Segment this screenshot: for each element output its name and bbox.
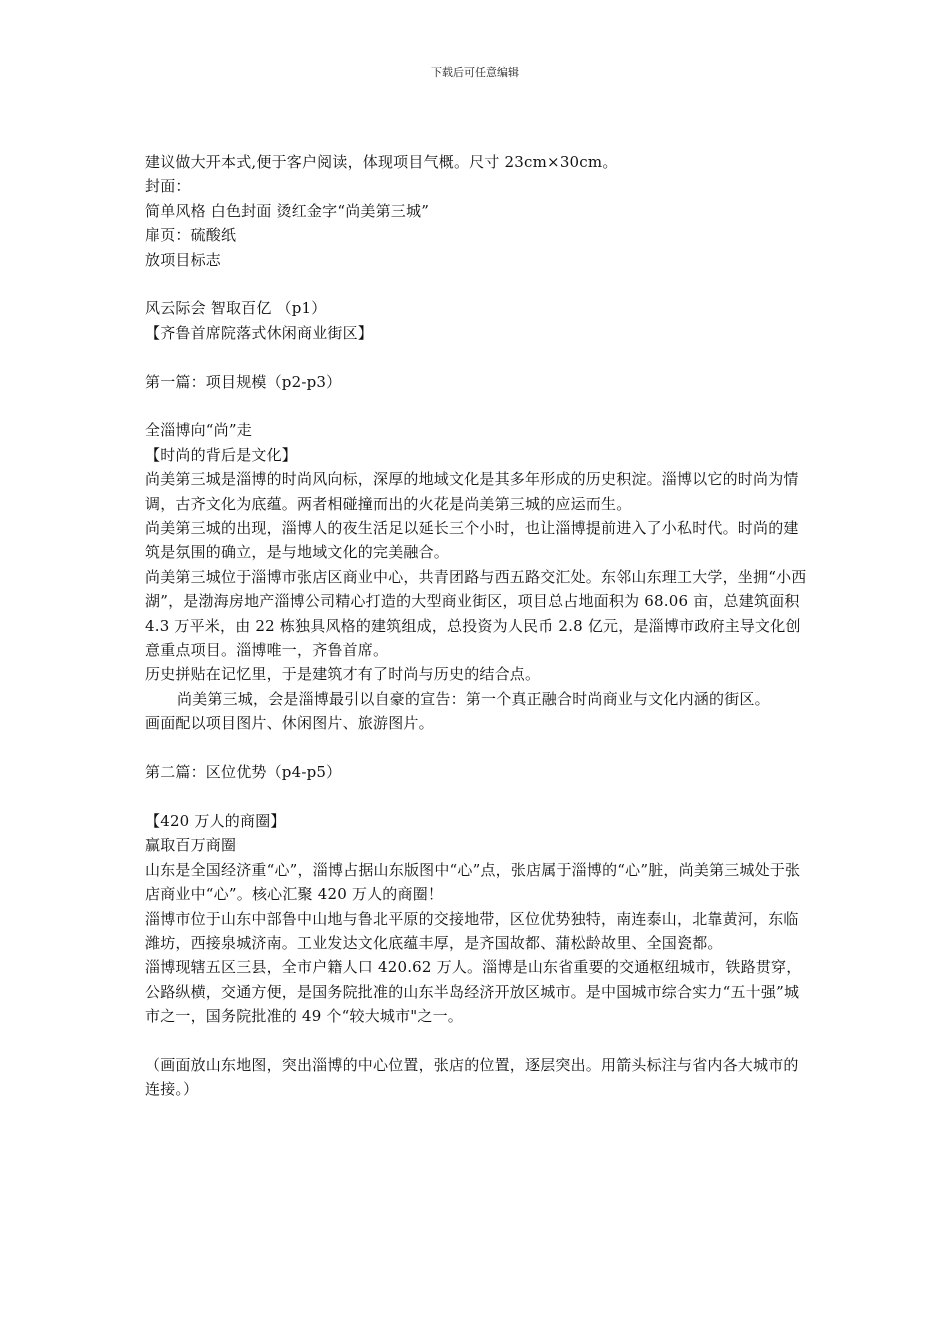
paragraph: 赢取百万商圈: [145, 836, 237, 855]
paragraph: 淄博市位于山东中部鲁中山地与鲁北平原的交接地带，区位优势独特，南连泰山，北靠黄河，东临潍坊，西接泉城济南。工业发达文化底蕴丰厚，是齐国故都、蒲松龄故里、全国瓷都。: [145, 909, 799, 952]
paragraph: 山东是全国经济重“心”，淄博占据山东版图中“心”点，张店属于淄博的“心”脏，尚美第三城处于张店商业中“心”。核心汇聚 420 万人的商圈！: [145, 860, 801, 904]
blank-line: [145, 272, 809, 296]
paragraph: 【420 万人的商圈】: [145, 811, 286, 830]
blank-line: [145, 394, 809, 418]
blank-line: [145, 1029, 809, 1053]
blank-line: [145, 345, 809, 369]
paragraph: （画面放山东地图，突出淄博的中心位置，张店的位置，逐层突出。用箭头标注与省内各大城市的连接。）: [145, 1055, 799, 1099]
paragraph: 封面：: [145, 177, 191, 196]
paragraph: 历史拼贴在记忆里，于是建筑才有了时尚与历史的结合点。: [145, 665, 541, 684]
paragraph: 建议做大开本式,便于客户阅读，体现项目气概。尺寸 23cm×30cm。: [145, 153, 618, 171]
paragraph: 【时尚的背后是文化】: [145, 445, 298, 464]
paragraph: 尚美第三城位于淄博市张店区商业中心，共青团路与西五路交汇处。东邻山东理工大学，坐拥“小西湖”，是渤海房地产淄博公司精心打造的大型商业街区，项目总占地面积为 68.06 亩，总建筑面积 4.3 万平米，由 22 栋独具风格的建筑组成，总投资为人民币 2.8 亿元，是淄博市政府主导文化创意重点项目。淄博唯一，齐鲁首席。: [145, 567, 807, 660]
header-note: 下载后可任意编辑: [431, 66, 519, 79]
paragraph: 扉页：硫酸纸: [145, 226, 237, 245]
paragraph: 全淄博向“尚”走: [145, 421, 252, 440]
blank-line: [145, 785, 809, 809]
paragraph: 第二篇：区位优势（p4-p5）: [145, 763, 342, 782]
paragraph: 尚美第三城是淄博的时尚风向标，深厚的地域文化是其多年形成的历史积淀。淄博以它的时尚为情调，古齐文化为底蕴。两者相碰撞而出的火花是尚美第三城的应运而生。: [145, 470, 799, 513]
paragraph: 简单风格 白色封面 烫红金字“尚美第三城”: [145, 201, 430, 220]
blank-line: [145, 736, 809, 760]
paragraph: 尚美第三城的出现，淄博人的夜生活足以延长三个小时，也让淄博提前进入了小私时代。时尚的建筑是氛围的确立，是与地域文化的完美融合。: [145, 519, 799, 562]
document-body: [145, 150, 809, 1102]
paragraph: 第一篇：项目规模（p2-p3）: [145, 372, 342, 391]
paragraph: 淄博现辖五区三县，全市户籍人口 420.62 万人。淄博是山东省重要的交通枢纽城市，铁路贯穿，公路纵横，交通方便，是国务院批准的山东半岛经济开放区城市。是中国城市综合实力“五十强”城市之一，国务院批准的 49 个“较大城市"之一。: [145, 958, 802, 1026]
paragraph: 【齐鲁首席院落式休闲商业街区】: [145, 323, 374, 342]
paragraph: 画面配以项目图片、休闲图片、旅游图片。: [145, 714, 434, 733]
paragraph: 尚美第三城，会是淄博最引以自豪的宣告：第一个真正融合时尚商业与文化内涵的街区。: [177, 689, 770, 708]
paragraph: 放项目标志: [145, 250, 222, 269]
paragraph: 风云际会 智取百亿 （p1）: [145, 299, 327, 318]
